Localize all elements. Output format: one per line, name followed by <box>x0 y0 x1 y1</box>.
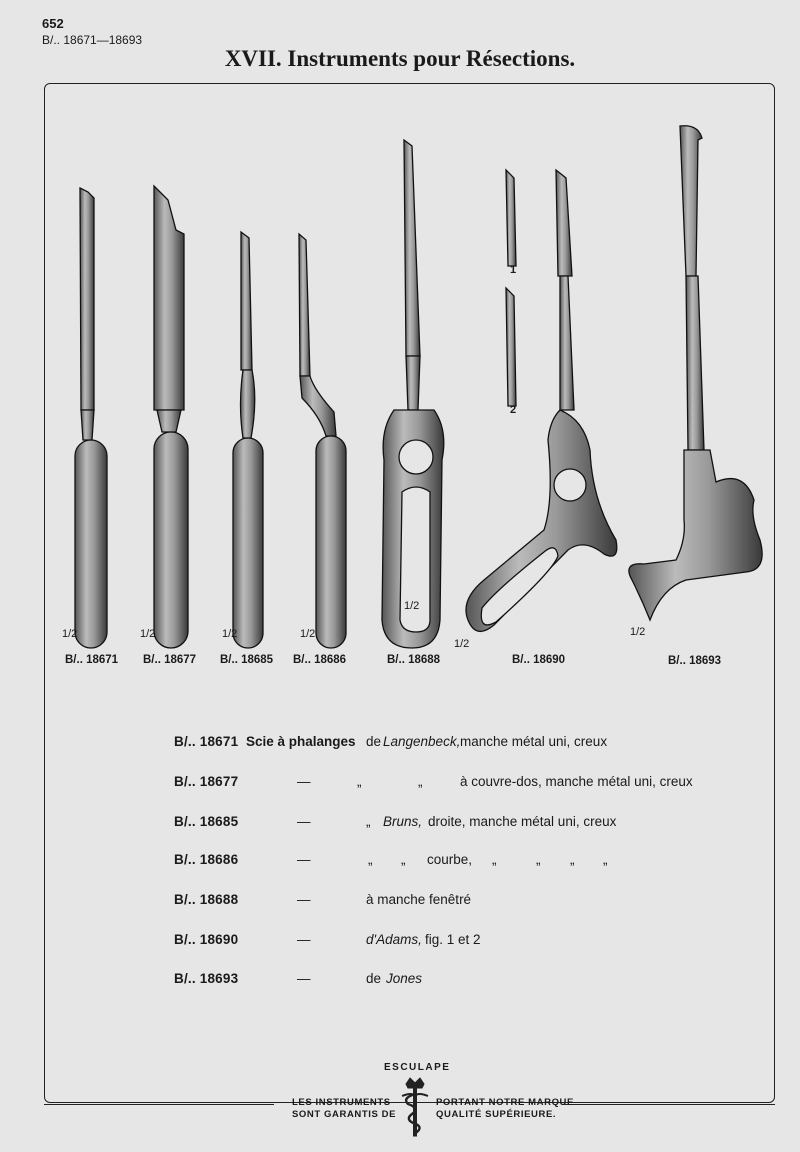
saw-18671 <box>75 188 107 648</box>
entry-code: B/.. 18693 <box>174 971 239 986</box>
entry-desc: à manche fenêtré <box>366 892 472 907</box>
entry-desc: „ <box>603 852 608 867</box>
entry-desc: courbe, <box>427 852 473 867</box>
entry-dash: — <box>297 774 311 789</box>
figure-caption: B/.. 18688 <box>387 654 441 666</box>
footer-left-line2: SONT GARANTIS DE <box>292 1109 397 1120</box>
scale-label: 1/2 <box>630 626 646 638</box>
entry-desc: „ <box>492 852 497 867</box>
scale-label: 1/2 <box>404 600 420 612</box>
brand-mark-text: ESCULAPE <box>384 1062 451 1073</box>
entry-desc: de <box>366 971 382 986</box>
entry-desc: de <box>366 734 382 749</box>
figure-caption: B/.. 18671 <box>65 654 119 666</box>
footer-rule-right <box>563 1104 775 1105</box>
saw-18690 <box>466 170 617 631</box>
saw-18677 <box>154 186 188 648</box>
scale-label: 1/2 <box>222 628 238 640</box>
entry-dash: — <box>297 814 311 829</box>
saw-18686 <box>299 234 346 648</box>
fig-1-label: 1 <box>510 264 517 276</box>
entry-desc: à couvre-dos, manche métal uni, creux <box>460 774 693 789</box>
page-title: XVII. Instruments pour Résections. <box>224 46 576 71</box>
entry-18693 <box>0 971 800 991</box>
page-number: 652 <box>42 16 64 31</box>
entry-code: B/.. 18690 <box>174 932 239 947</box>
entry-18686 <box>0 852 800 872</box>
entry-desc: „ <box>366 814 371 829</box>
entry-code: B/.. 18685 <box>174 814 239 829</box>
entry-desc: „ <box>368 852 373 867</box>
entry-desc: Langenbeck, <box>383 734 461 749</box>
entry-18688 <box>0 892 800 912</box>
caduceus-logo-icon <box>398 1074 432 1140</box>
scale-label: 1/2 <box>300 628 316 640</box>
entry-desc: manche métal uni, creux <box>460 734 608 749</box>
entry-desc: Jones <box>386 971 423 986</box>
entry-desc: „ <box>418 774 423 789</box>
scale-label: 1/2 <box>62 628 78 640</box>
entry-desc: Bruns, <box>383 814 423 829</box>
entry-dash: — <box>297 852 311 867</box>
entry-desc: „ <box>401 852 406 867</box>
figure-caption: B/.. 18690 <box>512 654 566 666</box>
entry-dash: — <box>297 932 311 947</box>
figure-caption: B/.. 18686 <box>293 654 347 666</box>
entry-code: B/.. 18688 <box>174 892 239 907</box>
fig-2-label: 2 <box>510 404 517 416</box>
entry-desc: fig. 1 et 2 <box>425 932 481 947</box>
entry-18677 <box>0 774 800 794</box>
footer-rule-left <box>44 1104 274 1105</box>
entry-name: Scie à phalanges <box>246 734 356 749</box>
entry-desc: droite, manche métal uni, creux <box>428 814 617 829</box>
footer-right-line2: QUALITÉ SUPÉRIEURE. <box>436 1109 557 1120</box>
footer-left-line1: LES INSTRUMENTS <box>292 1097 391 1108</box>
entry-18671 <box>0 734 800 754</box>
entry-dash: — <box>297 892 311 907</box>
figure-caption: B/.. 18677 <box>143 654 197 666</box>
entry-18690 <box>0 932 800 952</box>
footer-right-line1: PORTANT NOTRE MARQUE <box>436 1097 574 1108</box>
entry-code: B/.. 18686 <box>174 852 239 867</box>
saw-18688 <box>382 140 444 648</box>
catalog-range: B/.. 18671—18693 <box>42 33 143 47</box>
entry-18685 <box>0 814 800 834</box>
instrument-illustrations <box>44 120 774 660</box>
scale-label: 1/2 <box>454 638 470 650</box>
figure-caption: B/.. 18685 <box>220 654 274 666</box>
saw-18685 <box>233 232 263 648</box>
entry-desc: „ <box>357 774 362 789</box>
entry-dash: — <box>297 971 311 986</box>
entry-code: B/.. 18671 <box>174 734 239 749</box>
entry-desc: d'Adams, <box>366 932 422 947</box>
scale-label: 1/2 <box>140 628 156 640</box>
entry-desc: „ <box>570 852 575 867</box>
figure-caption: B/.. 18693 <box>668 655 722 667</box>
entry-code: B/.. 18677 <box>174 774 239 789</box>
entry-desc: „ <box>536 852 541 867</box>
saw-18693 <box>629 126 762 620</box>
blade-figures-18690 <box>506 170 516 406</box>
